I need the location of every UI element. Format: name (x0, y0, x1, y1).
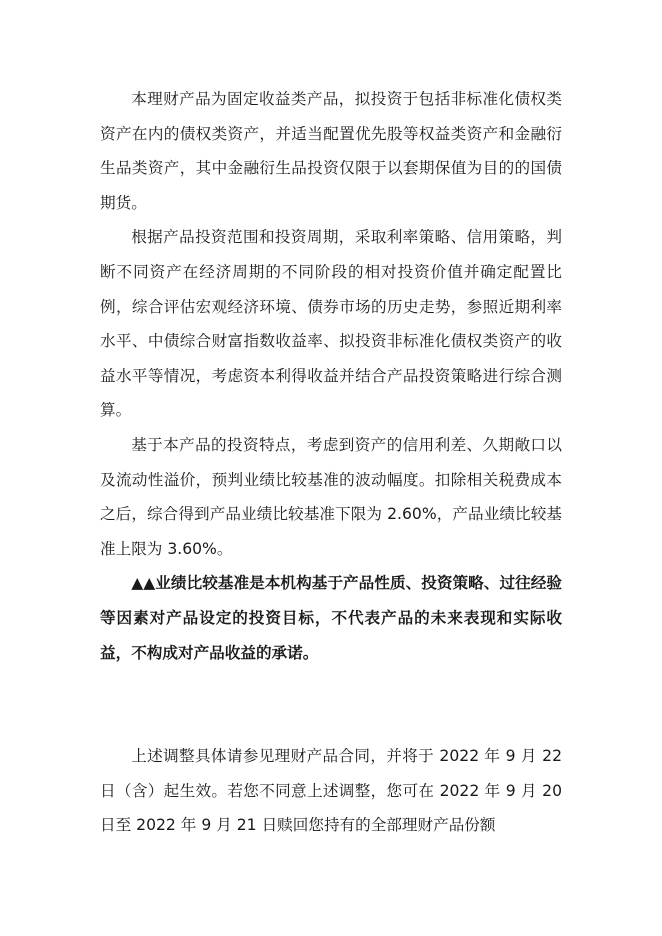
paragraph-spacer (100, 670, 562, 739)
paragraph-investment-strategy: 根据产品投资范围和投资周期，采取利率策略、信用策略，判断不同资产在经济周期的不同阶段的相对投资价值并确定配置比例，综合评估宏观经济环境、债券市场的历史走势，参照近期利率水平、中债综合财富指数收益率、拟投资非标准化债权类资产的收益水平等情况，考虑资本利得收益并结合产品投资策略进行综合测算。 (100, 228, 562, 420)
paragraph-investment-scope: 本理财产品为固定收益类产品，拟投资于包括非标准化债权类资产在内的债权类资产，并适当配置优先股等权益类资产和金融衍生品类资产，其中金融衍生品投资仅限于以套期保值为目的的国债期货。 (100, 90, 562, 212)
paragraph-benchmark-disclaimer: ▲▲业绩比较基准是本机构基于产品性质、投资策略、过往经验等因素对产品设定的投资目标，不代表产品的未来表现和实际收益，不构成对产品收益的承诺。 (100, 574, 562, 662)
document-body (100, 82, 562, 843)
paragraph-benchmark-range: 基于本产品的投资特点，考虑到资产的信用利差、久期敞口以及流动性溢价，预判业绩比较基准的波动幅度。扣除相关税费成本之后，综合得到产品业绩比较基准下限为 2.60%，产品业绩比较基准上限为 3.60%。 (100, 435, 562, 558)
paragraph-effective-date: 上述调整具体请参见理财产品合同，并将于 2022 年 9 月 22 日（含）起生效。若您不同意上述调整，您可在 2022 年 9 月 20 日至 2022 年 9 月 21 日赎回您持有的全部理财产品份额 (100, 747, 562, 835)
